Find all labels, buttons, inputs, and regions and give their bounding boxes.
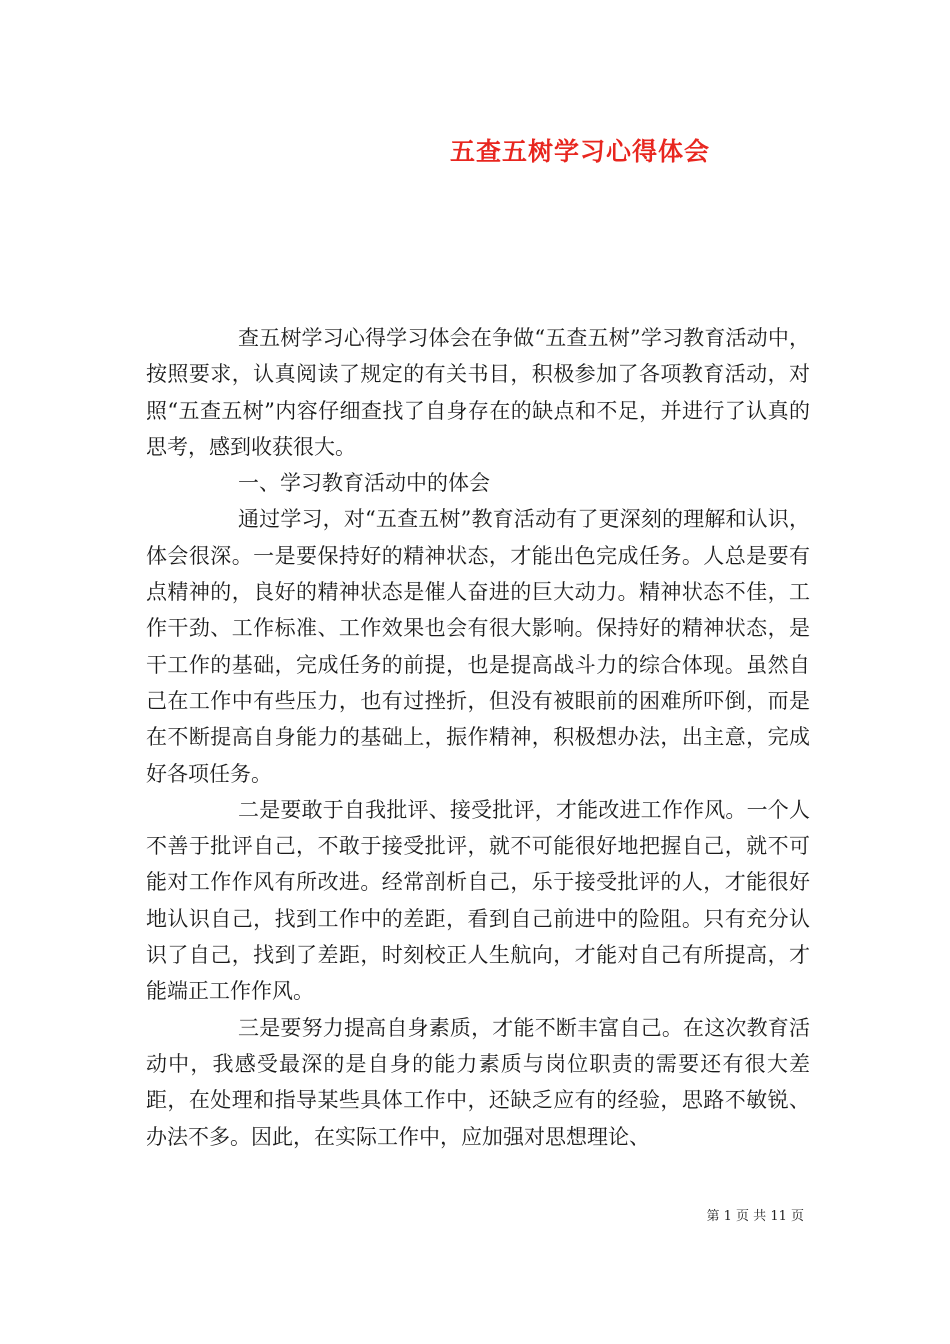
paragraph-quality: 三是要努力提高自身素质，才能不断丰富自己。在这次教育活动中，我感受最深的是自身的能力素质与岗位职责的需要还有很大差距，在处理和指导某些具体工作中，还缺乏应有的经验，思路不敏锐、办法不多。因此，在实际工作中，应加强对思想理论、 bbox=[146, 1015, 810, 1149]
paragraph-intro: 查五树学习心得学习体会在争做“五查五树”学习教育活动中，按照要求，认真阅读了规定的有关书目，积极参加了各项教育活动，对照“五查五树”内容仔细查找了自身存在的缺点和不足，并进行了认真的思考，感到收获很大。 bbox=[146, 326, 810, 459]
paragraph-spirit: 通过学习，对“五查五树”教育活动有了更深刻的理解和认识，体会很深。一是要保持好的精神状态，才能出色完成任务。人总是要有点精神的，良好的精神状态是催人奋进的巨大动力。精神状态不佳，工作干劲、工作标准、工作效果也会有很大影响。保持好的精神状态，是干工作的基础，完成任务的前提，也是提高战斗力的综合体现。虽然自己在工作中有些压力，也有过挫折，但没有被眼前的困难所吓倒，而是在不断提高自身能力的基础上，振作精神，积极想办法，出主意，完成好各项任务。 bbox=[146, 507, 810, 786]
paragraph-criticism: 二是要敢于自我批评、接受批评，才能改进工作作风。一个人不善于批评自己，不敢于接受批评，就不可能很好地把握自己，就不可能对工作作风有所改进。经常剖析自己，乐于接受批评的人，才能很好地认识自己，找到工作中的差距，看到自己前进中的险阻。只有充分认识了自己，找到了差距，时刻校正人生航向，才能对自己有所提高，才能端正工作作风。 bbox=[146, 797, 810, 1004]
section-heading: 一、学习教育活动中的体会 bbox=[238, 471, 490, 496]
page-number: 第 1 页 共 11 页 bbox=[706, 1209, 804, 1224]
document-body bbox=[146, 320, 810, 1155]
document-title: 五查五树学习心得体会 bbox=[449, 137, 710, 166]
